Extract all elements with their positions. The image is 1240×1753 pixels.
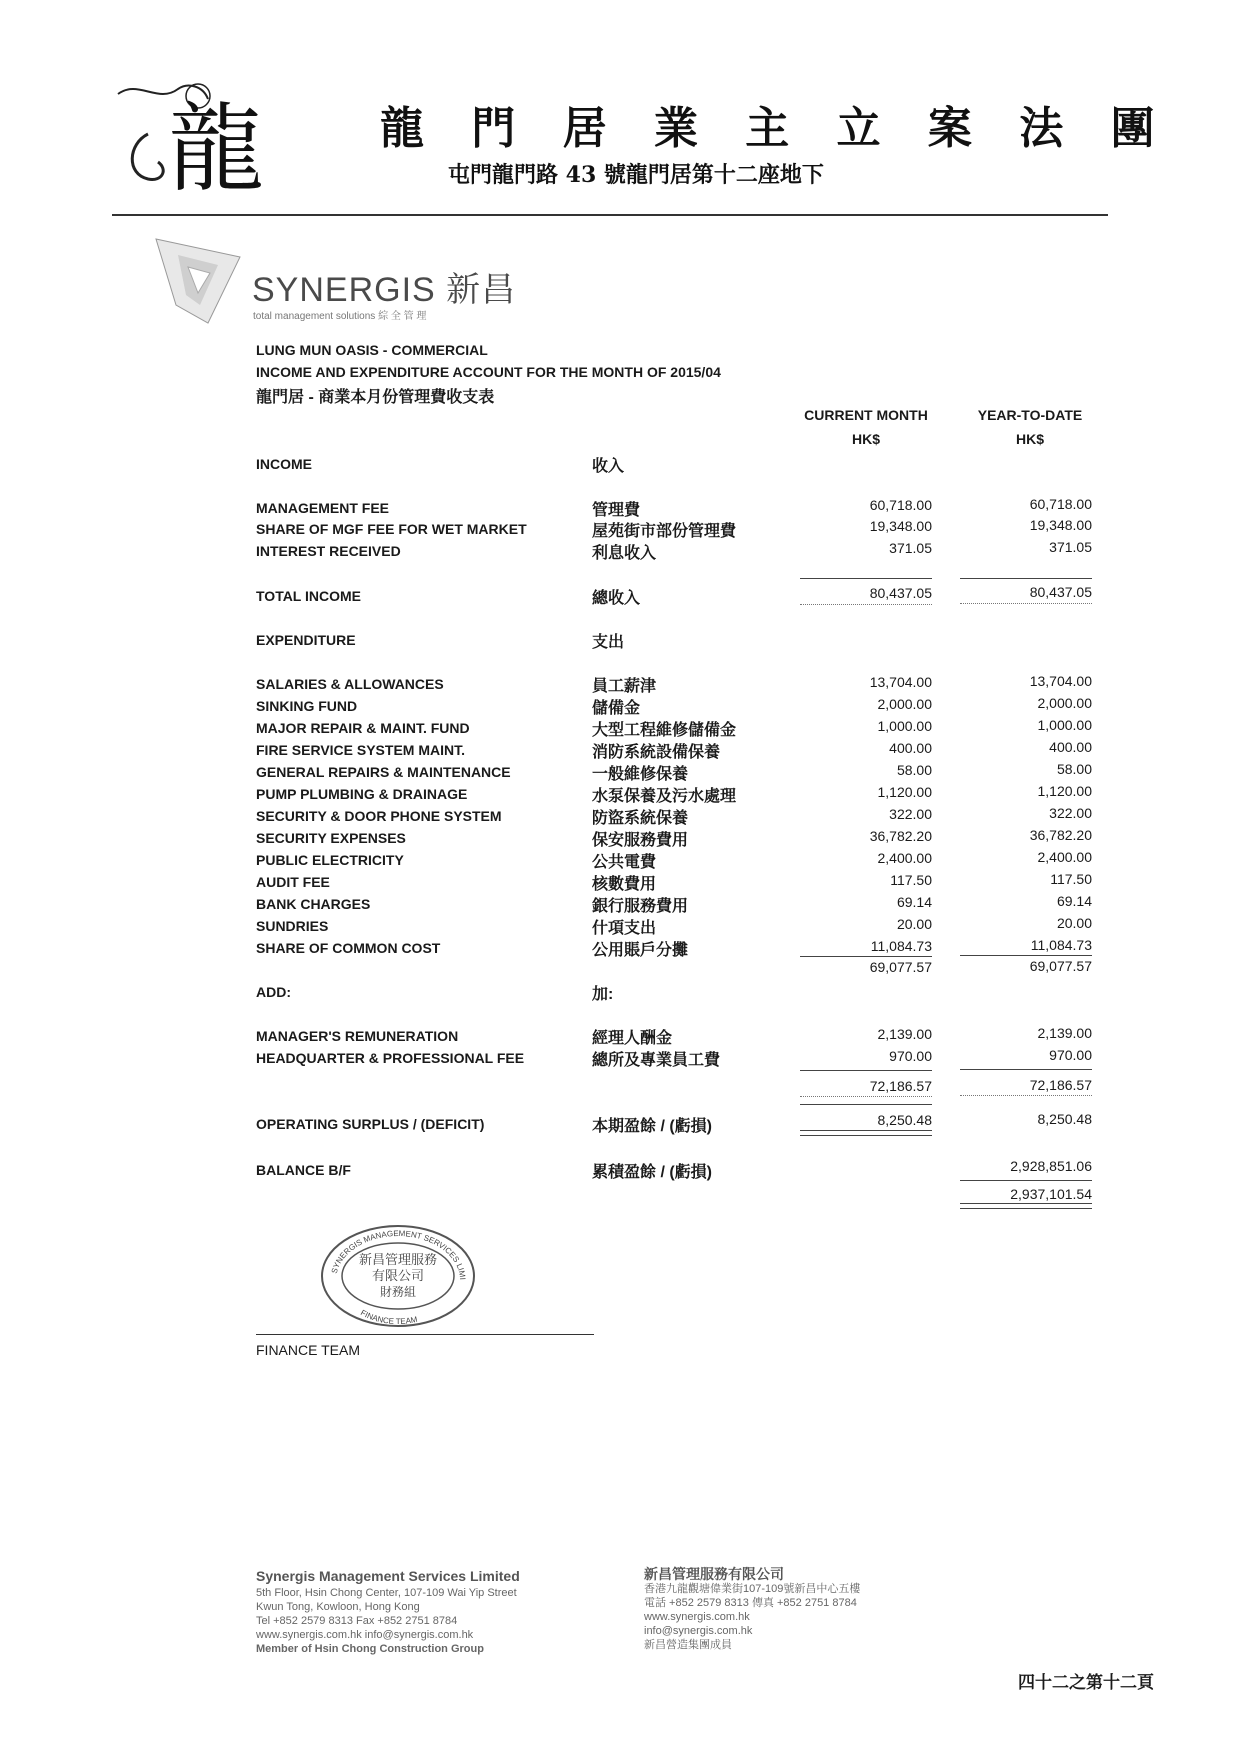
list-item-label-zh: 屋苑街市部份管理費 [592, 523, 737, 540]
total-income-rule-current [800, 578, 932, 579]
surplus-double-rule-current [800, 1130, 932, 1136]
list-item-ytd: 400.00 [1049, 739, 1092, 755]
expenditure-heading-zh: 支出 [592, 634, 625, 651]
list-item-ytd: 69.14 [1056, 893, 1092, 909]
svg-text:FINANCE TEAM [359, 1308, 418, 1326]
add-total-underline-ytd [960, 1095, 1092, 1097]
list-item-label-zh: 員工薪津 [592, 678, 657, 695]
list-item-label: SUNDRIES [256, 918, 329, 934]
footer-address-line: Kwun Tong, Kowloon, Hong Kong [256, 1601, 420, 1613]
footer-contact-line: Tel +852 2579 8313 Fax +852 2751 8784 [256, 1615, 458, 1627]
list-item-label: MANAGER'S REMUNERATION [256, 1028, 459, 1044]
list-item-label: MANAGEMENT FEE [256, 500, 389, 516]
add-total-rule-ytd [960, 1069, 1092, 1070]
add-heading: ADD: [256, 984, 291, 1000]
list-item-label: PUBLIC ELECTRICITY [256, 852, 404, 868]
income-heading: INCOME [256, 456, 312, 472]
footer-company-en: Synergis Management Services Limited [256, 1568, 520, 1584]
finance-team-stamp [318, 1222, 478, 1327]
owners-corporation-name: 龍 門 居 業 主 立 案 法 團 [380, 103, 1171, 154]
footer-address-line: 5th Floor, Hsin Chong Center, 107-109 Wai Yip Street [256, 1587, 517, 1599]
list-item-label-zh: 儲備金 [592, 700, 641, 717]
list-item-label-zh: 保安服務費用 [592, 832, 689, 849]
list-item-label-zh: 一般維修保養 [592, 766, 689, 783]
income-heading-zh: 收入 [592, 458, 625, 475]
logo-glyph: 龍 [168, 93, 264, 194]
list-item-label: SECURITY & DOOR PHONE SYSTEM [256, 808, 502, 824]
list-item-ytd: 2,000.00 [1037, 695, 1092, 711]
surplus-current: 8,250.48 [877, 1112, 932, 1128]
list-item-ytd: 58.00 [1056, 761, 1092, 777]
stamp-inner-line2: 有限公司 [371, 1269, 425, 1284]
list-item-ytd: 970.00 [1049, 1047, 1092, 1063]
list-item-ytd: 1,120.00 [1037, 783, 1092, 799]
expenditure-subtotal-rule-ytd [960, 955, 1092, 956]
owners-corporation-address: 屯門龍門路 43 號龍門居第十二座地下 [448, 162, 824, 188]
synergis-tagline: total management solutions 綜 全 管 理 [253, 311, 427, 322]
add-heading-zh: 加: [592, 986, 614, 1003]
list-item-current: 400.00 [889, 740, 932, 756]
list-item-ytd: 117.50 [1050, 871, 1092, 887]
report-property: LUNG MUN OASIS - COMMERCIAL [256, 342, 488, 358]
expenditure-subtotal-current: 69,077.57 [869, 959, 932, 975]
list-item-current: 20.00 [896, 916, 932, 932]
list-item-current: 322.00 [889, 806, 932, 822]
list-item-current: 2,139.00 [877, 1026, 932, 1042]
list-item-ytd: 2,400.00 [1037, 849, 1092, 865]
list-item-ytd: 2,139.00 [1037, 1025, 1092, 1041]
list-item-current: 11,084.73 [870, 938, 932, 954]
list-item-label: INTEREST RECEIVED [256, 543, 401, 559]
list-item-current: 58.00 [896, 762, 932, 778]
list-item-current: 69.14 [896, 894, 932, 910]
page-number: 四十二之第十二頁 [1018, 1673, 1154, 1693]
surplus-label: OPERATING SURPLUS / (DEFICIT) [256, 1116, 485, 1132]
list-item-current: 1,120.00 [877, 784, 932, 800]
balance-label: BALANCE B/F [256, 1162, 351, 1178]
balance-label-zh: 累積盈餘 / (虧損) [592, 1164, 712, 1181]
stamp-outer-text: SYNERGIS MANAGEMENT SERVICES LIMI [329, 1228, 468, 1281]
list-item-current: 2,400.00 [877, 850, 932, 866]
list-item-current: 371.05 [889, 540, 932, 556]
list-item-label: BANK CHARGES [256, 896, 371, 912]
footer-web-line-zh: www.synergis.com.hk [644, 1611, 750, 1623]
expenditure-heading: EXPENDITURE [256, 632, 356, 648]
list-item-ytd: 20.00 [1056, 915, 1092, 931]
total-income-underline-current [800, 604, 932, 606]
signature-line [256, 1334, 594, 1335]
list-item-label: MAJOR REPAIR & MAINT. FUND [256, 720, 470, 736]
list-item-ytd: 36,782.20 [1029, 827, 1092, 843]
expenditure-subtotal-rule-current [800, 956, 932, 957]
list-item-current: 117.50 [890, 872, 932, 888]
list-item-ytd: 1,000.00 [1037, 717, 1092, 733]
footer-group-line: Member of Hsin Chong Construction Group [256, 1643, 484, 1655]
report-title-zh: 龍門居 - 商業本月份管理費收支表 [256, 389, 495, 406]
header-divider [112, 214, 1108, 216]
list-item-label: SHARE OF COMMON COST [256, 940, 441, 956]
footer-address-line-zh: 香港九龍觀塘偉業街107-109號新昌中心五樓 [644, 1583, 861, 1595]
dragon-logo-icon [108, 74, 278, 194]
footer-web-line: www.synergis.com.hk info@synergis.com.hk [256, 1629, 474, 1641]
list-item-label-zh: 消防系統設備保養 [592, 744, 721, 761]
list-item-label-zh: 水泵保養及污水處理 [592, 788, 737, 805]
col-year-to-date: YEAR-TO-DATE [977, 407, 1083, 423]
total-income-rule-ytd [960, 578, 1092, 579]
list-item-label: SHARE OF MGF FEE FOR WET MARKET [256, 521, 527, 537]
list-item-label-zh: 管理費 [592, 502, 641, 519]
add-total-underline-current [800, 1096, 932, 1098]
list-item-label-zh: 大型工程維修儲備金 [592, 722, 737, 739]
list-item-label: PUMP PLUMBING & DRAINAGE [256, 786, 468, 802]
list-item-label-zh: 總所及專業員工費 [592, 1052, 721, 1069]
stamp-bottom-text: FINANCE TEAM [359, 1308, 419, 1327]
list-item-label-zh: 公用賬戶分攤 [592, 942, 689, 959]
total-income-label: TOTAL INCOME [256, 588, 361, 604]
list-item-label-zh: 銀行服務費用 [592, 898, 689, 915]
balance-rule-ytd [960, 1180, 1092, 1181]
report-title: INCOME AND EXPENDITURE ACCOUNT FOR THE MONTH OF 2015/04 [256, 364, 721, 380]
list-item-label: SINKING FUND [256, 698, 358, 714]
list-item-current: 60,718.00 [869, 497, 932, 513]
total-income-current: 80,437.05 [869, 585, 932, 601]
list-item-label-zh: 什項支出 [592, 920, 657, 937]
list-item-ytd: 13,704.00 [1029, 673, 1092, 689]
list-item-label: GENERAL REPAIRS & MAINTENANCE [256, 764, 511, 780]
list-item-ytd: 19,348.00 [1029, 517, 1092, 533]
footer-address-en [256, 1586, 517, 1656]
list-item-current: 970.00 [889, 1048, 932, 1064]
list-item-label-zh: 核數費用 [592, 876, 657, 893]
list-item-ytd: 371.05 [1049, 539, 1092, 555]
expenditure-subtotal-ytd: 69,077.57 [1029, 958, 1092, 974]
surplus-ytd: 8,250.48 [1037, 1111, 1092, 1127]
footer-contact-line-zh: 電話 +852 2579 8313 傳真 +852 2751 8784 [644, 1597, 857, 1609]
stamp-inner-line1: 新昌管理服務 [358, 1253, 438, 1268]
list-item-label-zh: 公共電費 [592, 854, 657, 871]
list-item-current: 36,782.20 [869, 828, 932, 844]
list-item-label: AUDIT FEE [256, 874, 330, 890]
add-total-ytd: 72,186.57 [1029, 1077, 1092, 1093]
list-item-ytd: 11,084.73 [1030, 937, 1092, 953]
list-item-ytd: 322.00 [1049, 805, 1092, 821]
signature-label: FINANCE TEAM [256, 1342, 360, 1358]
total-income-label-zh: 總收入 [592, 590, 641, 607]
total-income-underline-ytd [960, 603, 1092, 605]
stamp-inner-line3: 財務組 [379, 1285, 417, 1299]
col-current-unit: HK$ [851, 431, 880, 447]
synergis-logo-mark [148, 235, 243, 325]
synergis-name: SYNERGIS 新昌 [252, 271, 517, 309]
closing-balance-ytd: 2,937,101.54 [1010, 1186, 1092, 1202]
list-item-label-zh: 防盜系統保養 [592, 810, 689, 827]
footer-company-zh: 新昌管理服務有限公司 [644, 1566, 784, 1582]
total-income-ytd: 80,437.05 [1029, 584, 1092, 600]
surplus-rule-current [800, 1104, 932, 1105]
footer-group-line-zh: 新昌營造集團成員 [644, 1639, 732, 1651]
col-ytd-unit: HK$ [1015, 431, 1044, 447]
list-item-label-zh: 經理人酬金 [592, 1030, 673, 1047]
list-item-current: 19,348.00 [869, 518, 932, 534]
list-item-current: 1,000.00 [877, 718, 932, 734]
owners-corporation-logo [108, 74, 278, 194]
col-current-month: CURRENT MONTH [804, 407, 928, 423]
list-item-label: FIRE SERVICE SYSTEM MAINT. [256, 742, 465, 758]
list-item-label-zh: 利息收入 [592, 545, 657, 562]
closing-balance-double-rule [960, 1203, 1092, 1209]
list-item-ytd: 60,718.00 [1029, 496, 1092, 512]
list-item-label: SECURITY EXPENSES [256, 830, 406, 846]
footer-address-zh [644, 1582, 860, 1652]
list-item-current: 13,704.00 [869, 674, 932, 690]
company-stamp-icon [318, 1222, 478, 1327]
list-item-current: 2,000.00 [877, 696, 932, 712]
balance-ytd: 2,928,851.06 [1010, 1158, 1092, 1174]
add-total-rule-current [800, 1070, 932, 1071]
footer-email-line-zh: info@synergis.com.hk [644, 1625, 753, 1637]
list-item-label: HEADQUARTER & PROFESSIONAL FEE [256, 1050, 525, 1066]
add-total-current: 72,186.57 [869, 1078, 932, 1094]
surplus-label-zh: 本期盈餘 / (虧損) [592, 1118, 712, 1135]
synergis-mark-icon [148, 235, 243, 325]
list-item-label: SALARIES & ALLOWANCES [256, 676, 444, 692]
